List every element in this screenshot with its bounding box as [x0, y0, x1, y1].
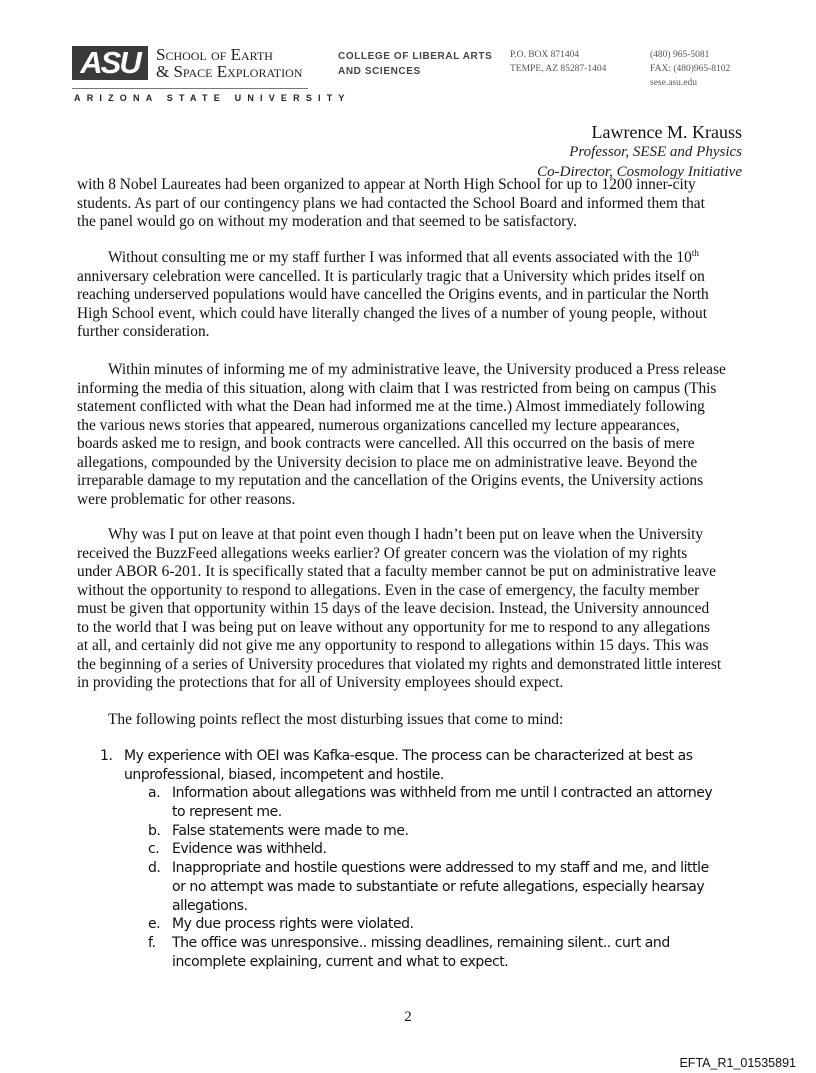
text-line: allegations.	[172, 897, 248, 914]
fax: FAX: (480)965-8102	[650, 64, 731, 74]
text-line: under ABOR 6-201. It is specifically stated that a faculty member cannot be put on administrative leave	[77, 563, 716, 580]
text-line: boards asked me to resign, and book contracts were cancelled. All this occurred on the basis of mere	[77, 435, 695, 452]
text-line: Evidence was withheld.	[172, 841, 327, 858]
page-number: 2	[404, 1009, 412, 1025]
paragraph-3	[77, 361, 726, 509]
asu-logo: ASU	[72, 46, 148, 80]
text-line: The following points reflect the most disturbing issues that come to mind:	[108, 711, 564, 728]
text-line: were problematic for other reasons.	[77, 490, 296, 508]
text-line: at all, and certainly did not give me any opportunity to respond to allegations within 15 days. This was	[77, 637, 709, 654]
school-name	[156, 46, 302, 80]
superscript: th	[691, 247, 699, 258]
city: TEMPE, AZ 85287-1404	[510, 64, 607, 74]
author-title-1: Professor, SESE and Physics	[569, 144, 742, 160]
paragraph-1	[77, 176, 705, 232]
text-line: in providing the protections that for all of University employees should expect.	[77, 674, 564, 691]
text-line: anniversary celebration were cancelled. It is particularly tragic that a University which prides itself on	[77, 267, 705, 285]
list-marker: c.	[148, 841, 160, 858]
text-line: statement conflicted with what the Dean had informed me at the time.) Almost immediately following	[77, 398, 705, 415]
text-line: informing the media of this situation, along with claim that I was restricted from being on campus (This	[77, 379, 717, 397]
text-line: My experience with OEI was Kafka-esque. The process can be characterized at best as	[124, 748, 693, 764]
list-marker: a.	[148, 785, 161, 802]
text-line: without the opportunity to respond to allegations. Even in the case of emergency, the faculty member	[77, 581, 700, 599]
college-line-1: COLLEGE OF LIBERAL ARTS	[338, 51, 493, 62]
text-line: further consideration.	[77, 323, 210, 340]
paragraph-5	[77, 711, 563, 730]
text-line: or no attempt was made to substantiate or refute allegations, especially hearsay	[172, 878, 705, 895]
text-line: irreparable damage to my reputation and the cancellation of the Origins events, the University actions	[77, 472, 704, 489]
text-line: to the world that I was being put on leave without any opportunity for me to respond to any allegations	[77, 618, 711, 636]
text-line: Information about allegations was withheld from me until I contracted an attorney	[172, 785, 713, 802]
letterhead-divider	[72, 88, 308, 89]
text-line: unprofessional, biased, incompetent and hostile.	[124, 766, 444, 783]
text-line: allegations, compounded by the University decision to place me on administrative leave. Beyond the	[77, 453, 698, 471]
paragraph-4	[77, 526, 721, 693]
phone: (480) 965-5081	[650, 50, 710, 60]
text-line: The office was unresponsive.. missing deadlines, remaining silent.. curt and	[172, 934, 670, 951]
text-line: received the BuzzFeed allegations weeks earlier? Of greater concern was the violation of my rights	[77, 544, 688, 562]
text-line: My due process rights were violated.	[172, 916, 414, 933]
text-line: to represent me.	[172, 804, 282, 821]
text-line	[77, 249, 709, 268]
college-line-2: AND SCIENCES	[338, 66, 421, 77]
text-line: must be given that opportunity within 15 days of the leave decision. Instead, the University announced	[77, 600, 710, 617]
text-line: students. As part of our contingency plans we had contacted the School Board and informed them that	[77, 194, 705, 212]
text-line: False statements were made to me.	[172, 822, 409, 839]
school-line-1: School of Earth	[156, 45, 273, 64]
text-line: the beginning of a series of University procedures that violated my rights and demonstrated little interest	[77, 655, 722, 673]
mailing-address	[510, 48, 606, 76]
university-name: ARIZONA STATE UNIVERSITY	[74, 93, 351, 103]
text-line: with 8 Nobel Laureates had been organized to appear at North High School for up to 1200 inner-city	[77, 176, 696, 193]
list-marker: 1.	[100, 748, 113, 764]
text-line: reaching underserved populations would have cancelled the Origins events, and in particular the North	[77, 286, 709, 303]
college-name	[338, 49, 492, 79]
paragraph-2	[77, 249, 709, 342]
list-marker: d.	[148, 860, 161, 877]
text-line: Within minutes of informing me of my administrative leave, the University produced a Press release	[108, 361, 726, 378]
text-span: Without consulting me or my staff further I was informed that all events associated with the 10	[108, 249, 692, 266]
text-line: Inappropriate and hostile questions were addressed to my staff and me, and little	[172, 860, 709, 877]
list-marker: e.	[148, 916, 161, 933]
text-line: incomplete explaining, current and what to expect.	[172, 953, 509, 970]
po-box: P.O. BOX 871404	[510, 50, 580, 60]
list-marker: f.	[148, 934, 156, 951]
bates-number: EFTA_R1_01535891	[679, 1056, 796, 1070]
text-line: Why was I put on leave at that point even though I hadn’t been put on leave when the University	[108, 526, 704, 543]
school-line-2: & Space Exploration	[156, 62, 303, 81]
author-title-2: Co-Director, Cosmology Initiative	[537, 164, 742, 180]
text-line: the various news stories that appeared, numerous organizations cancelled my lecture appearances,	[77, 416, 680, 434]
contact-info	[650, 48, 730, 90]
text-line: High School event, which could have literally changed the lives of a number of young people, without	[77, 304, 708, 322]
author-name: Lawrence M. Krauss	[591, 122, 742, 142]
list-marker: b.	[148, 822, 161, 839]
text-line: the panel would go on without my moderation and that seemed to be satisfactory.	[77, 213, 577, 230]
website: sese.asu.edu	[650, 78, 697, 88]
